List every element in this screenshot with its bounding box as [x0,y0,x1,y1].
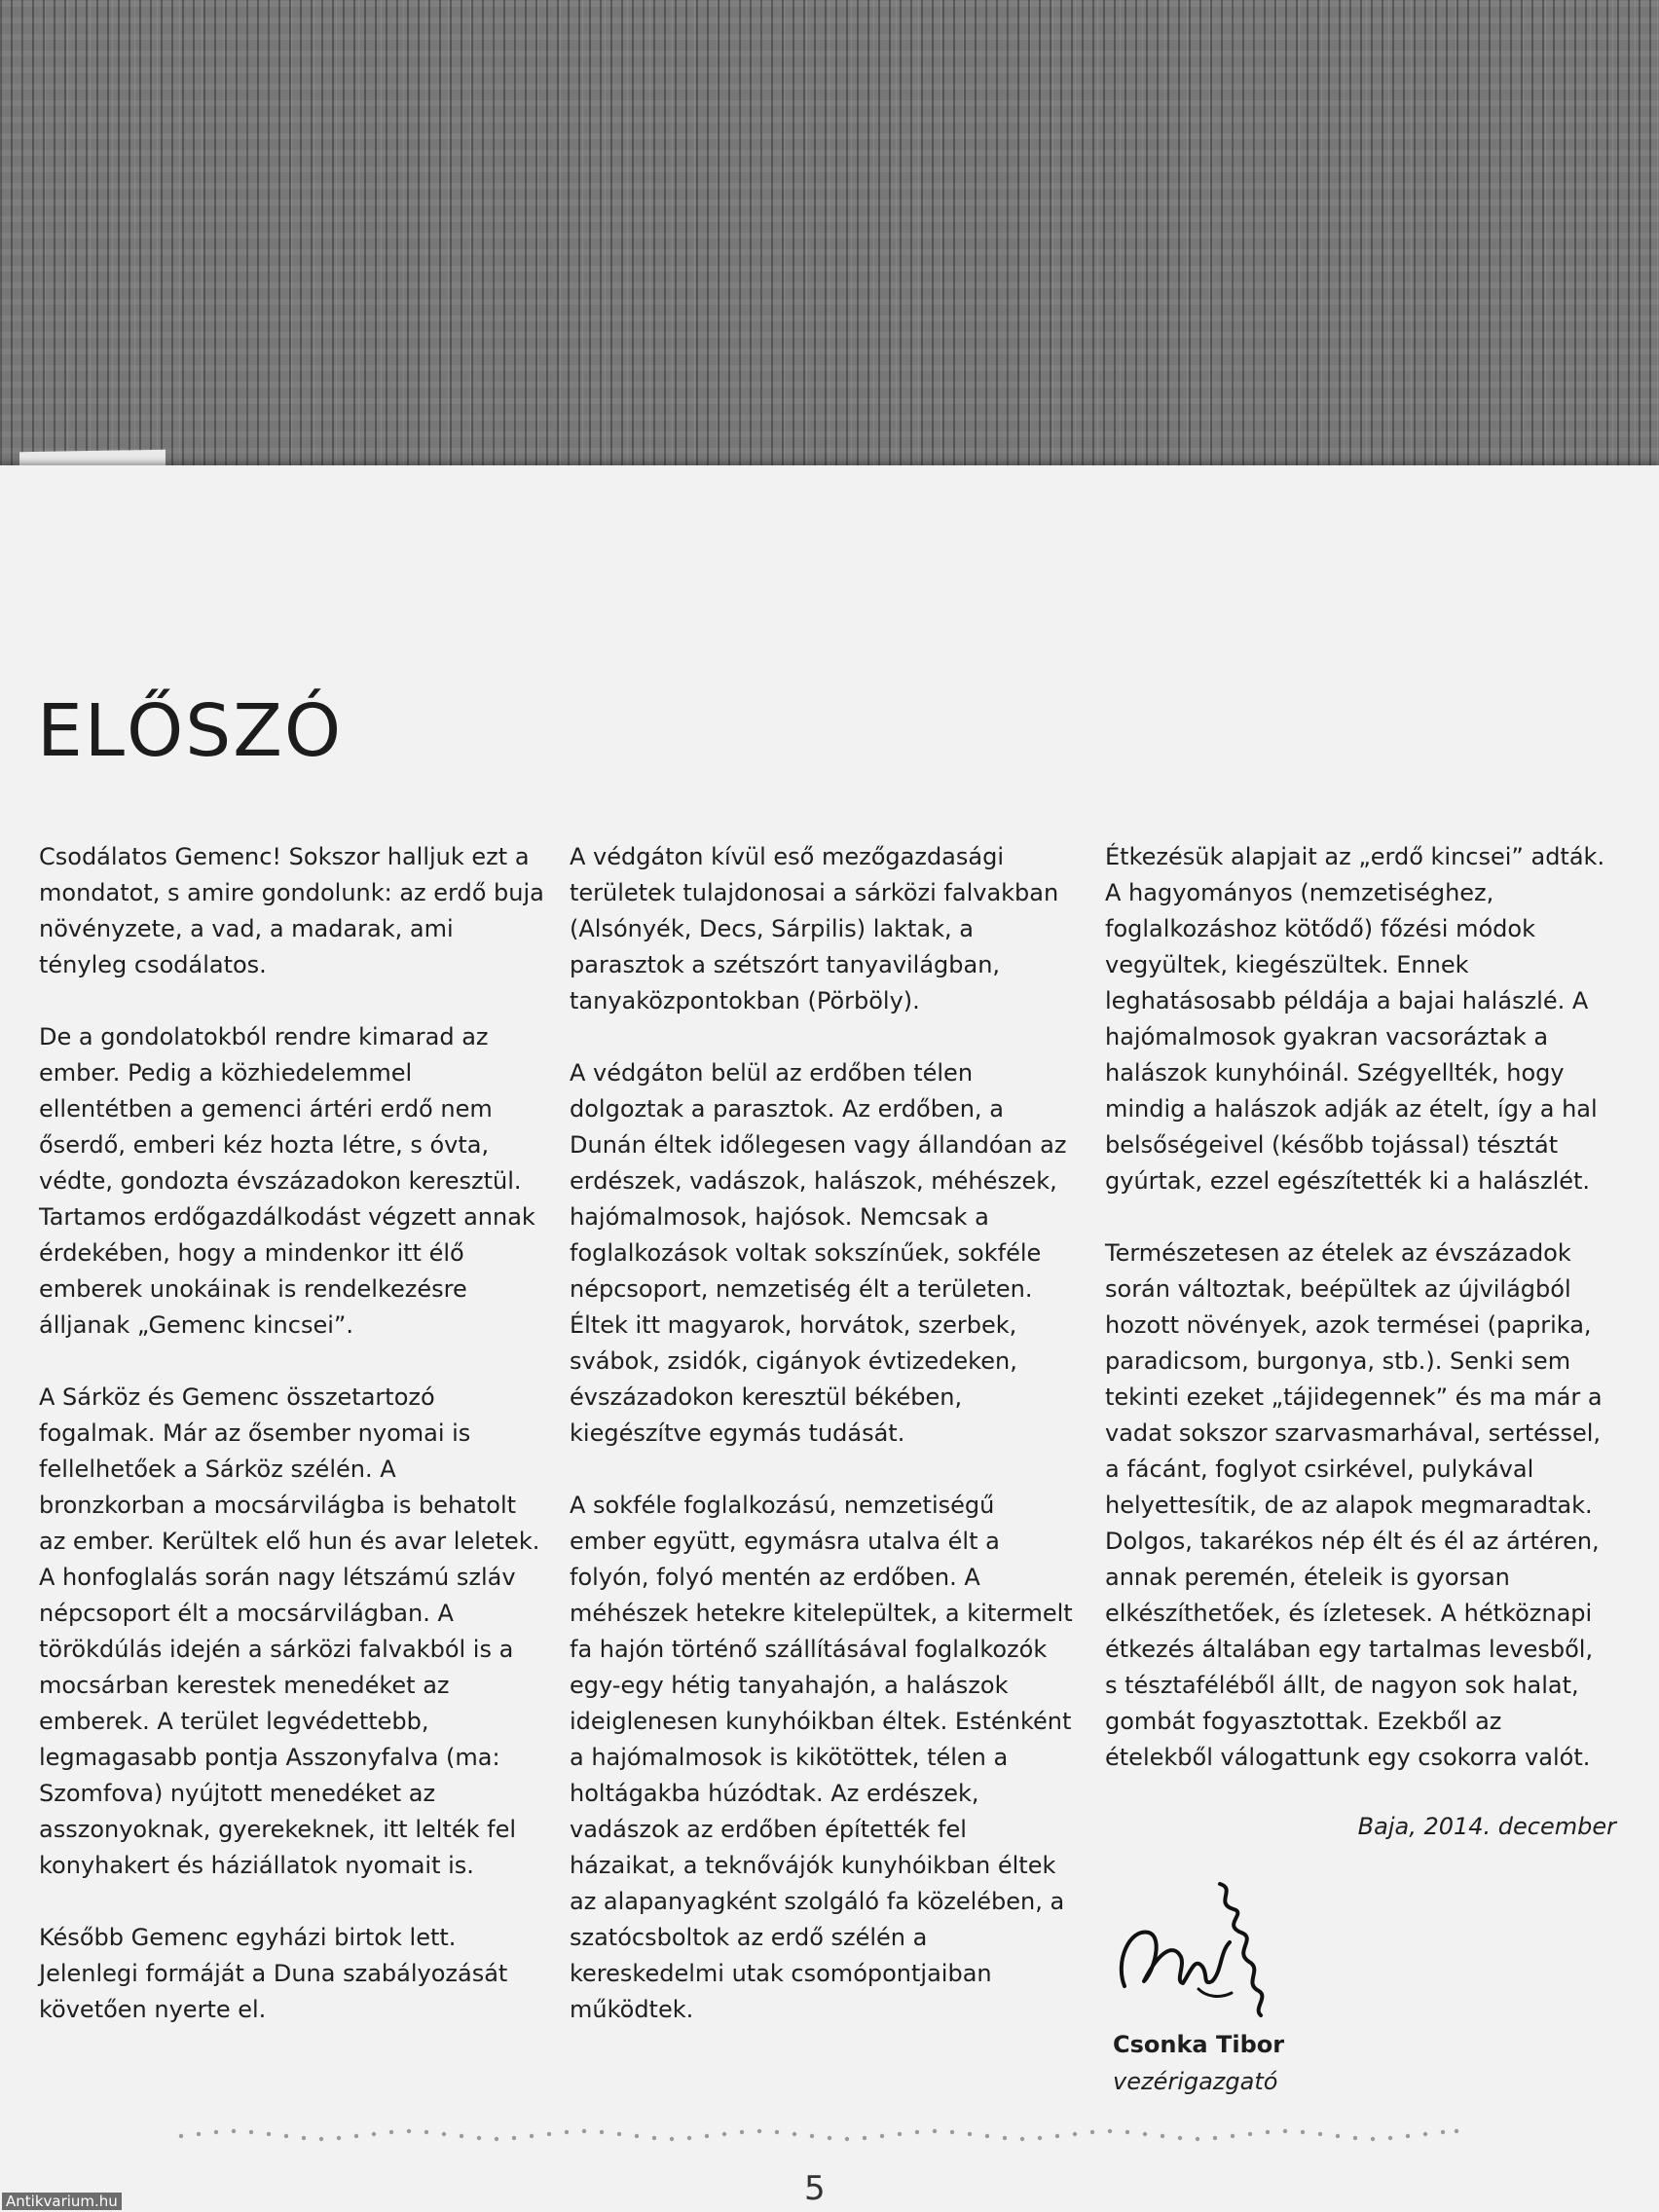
paragraph: A sokféle foglalkozású, nemzetiségű ember együtt, egymásra utalva élt a folyón, folyó mentén az erdőben. A méhészek hetekre kitelepültek, a kitermelt fa hajón történő szállításával foglalkozók egy-egy hétig tanyahajón, a halászok ideiglenesen kunyhóikban éltek. Esténként a hajómalmosok is kikötöttek, télen a holtágakba húzódtak. Az erdészek, vadászok az erdőben építették fel házaikat, a teknővájók kunyhóikban éltek az alapanyagként szolgáló fa közelében, a szatócsboltok az erdő szélén a kereskedelmi utak csomópontjaiban működtek. [570,1492,1073,2023]
paragraph: A Sárköz és Gemenc összetartozó fogalmak. Már az ősember nyomai is fellelhetőek a Sárköz szélén. A bronzkorban a mocsárvilágba is behatolt az ember. Kerültek elő hun és avar leletek. A honfoglalás során nagy létszámú szláv népcsoport élt a mocsárvilágban. A törökdúlás idején a sárközi falvakból is a mocsárban kerestek menedéket az emberek. A terület legvédettebb, legmagasabb pontja Asszonyfalva (ma: Szomfova) nyújtott menedéket az asszonyoknak, gyerekeknek, itt lelték fel konyhakert és háziállatok nyomait is. [39,1383,540,1879]
signer-title: vezérigazgató [1113,2068,1278,2095]
text-column-1 [39,839,545,2064]
signer-name: Csonka Tibor [1113,2031,1285,2058]
paragraph: Csodálatos Gemenc! Sokszor halljuk ezt a mondatot, s amire gondolunk: az erdő buja növényzete, a vad, a madarak, ami tényleg csodálatos. [39,843,544,978]
paragraph: Étkezésük alapjait az „erdő kincsei” adták. A hagyományos (nemzetiséghez, foglalkozáshoz kötődő) főzési módok vegyültek, kiegészültek. Ennek leghatásosabb példája a bajai halászlé. A hajómalmosok gyakran vacsoráztak a halászok kunyhóinál. Szégyellték, hogy mindig a halászok adják az ételt, így a hal belsőségeivel (később tojással) tésztát gyúrtak, ezzel egészítették ki a halászlét. [1105,843,1605,1195]
paragraph: Természetesen az ételek az évszázadok során változtak, beépültek az újvilágból hozott növények, azok termései (paprika, paradicsom, burgonya, stb.). Senki sem tekinti ezeket „tájidegennek” és ma már a vadat sokszor szarvasmarhával, sertéssel, a fácánt, foglyot csirkével, pulykával helyettesítik, de az alapok megmaradtak. Dolgos, takarékos nép élt és él az ártéren, annak peremén, ételeik is gyorsan elkészíthetőek, és ízletesek. A hétköznapi étkezés általában egy tartalmas levesből, s tésztaféléből állt, de nagyon sok halat, gombát fogyasztottak. Ezekből az ételekből válogattunk egy csokorra valót. [1105,1239,1603,1771]
paragraph: A védgáton belül az erdőben télen dolgoztak a parasztok. Az erdőben, a Dunán éltek időlegesen vagy állandóan az erdészek, vadászok, halászok, méhészek, hajómalmosok, hajósok. Nemcsak a foglalkozások voltak sokszínűek, sokféle népcsoport, nemzetiség élt a területen. Éltek itt magyarok, horvátok, szerbek, svábok, zsidók, cigányok évtizedeken, évszázadokon keresztül békében, kiegészítve egymás tudását. [570,1059,1067,1447]
text-column-3 [1105,839,1611,1812]
place-date: Baja, 2014. december [1357,1813,1616,1840]
paragraph: De a gondolatokból rendre kimarad az ember. Pedig a közhiedelemmel ellentétben a gemenci ártéri erdő nem őserdő, emberi kéz hozta létre, s óvta, védte, gondozta évszázadokon keresztül. Tartamos erdőgazdálkodást végzett annak érdekében, hogy a mindenkor itt élő emberek unokáinak is rendelkezésre álljanak „Gemenc kincsei”. [39,1023,535,1339]
background-surface [0,0,1659,487]
text-column-2 [570,839,1076,2064]
dotted-divider [175,2122,1460,2152]
page-title: ELŐSZÓ [37,689,344,773]
paragraph: Később Gemenc egyházi birtok lett. Jelenlegi formáját a Duna szabályozását követően nyerte el. [39,1924,508,2023]
watermark: Antikvarium.hu [2,2193,122,2210]
page-number: 5 [804,2169,826,2208]
paragraph: A védgáton kívül eső mezőgazdasági területek tulajdonosai a sárközi falvakban (Alsónyék, Decs, Sárpilis) laktak, a parasztok a szétszórt tanyavilágban, tanyaközpontokban (Pörböly). [570,843,1059,1014]
signature [1105,1874,1300,2030]
